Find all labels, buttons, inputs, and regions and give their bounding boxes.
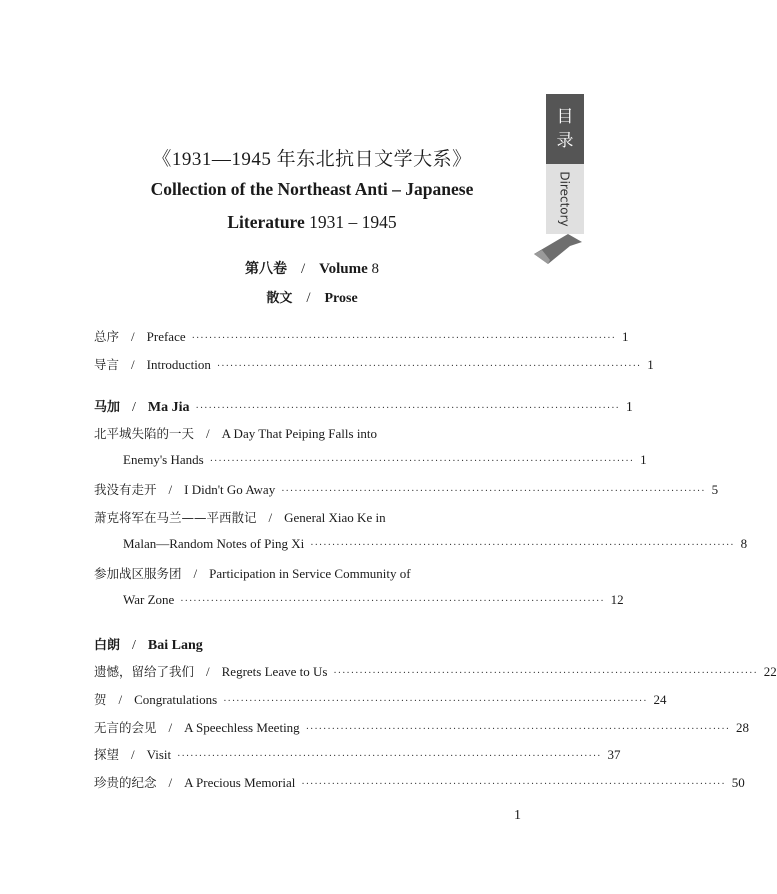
dot-leader: ·································································································· (281, 486, 706, 497)
dot-leader: ·································································································· (310, 540, 735, 551)
book-title-chinese: 《1931—1945 年东北抗日文学大系》 (152, 149, 472, 170)
genre-zh: 散文 (266, 291, 293, 306)
volume-heading: 第八卷 / Volume 8 (244, 261, 380, 277)
toc-entry[interactable]: 北平城失陷的一天 / A Day That Peiping Falls into (94, 426, 378, 441)
page-ref: 1 (640, 452, 647, 467)
page-ref: 50 (731, 775, 745, 790)
book-title-english-line2 (0, 212, 624, 233)
genre-heading: 散文 / Prose (266, 290, 358, 306)
toc-entry[interactable]: 无言的会见 / A Speechless Meeting ·································································································· 28 (94, 720, 750, 735)
toc-entry-continuation[interactable]: Malan—Random Notes of Ping Xi ·································································································· 8 (123, 536, 748, 551)
toc-entry-continuation[interactable]: Enemy's Hands ·································································································· 1 (123, 452, 647, 467)
page-ref: 22 (763, 664, 777, 679)
toc-entry[interactable]: 萧克将军在马兰——平西散记 / General Xiao Ke in (94, 510, 386, 525)
title-word: Literature (227, 212, 305, 232)
tab-char: 目 (556, 107, 574, 127)
page-ref: 8 (740, 536, 748, 551)
volume-en: Volume (319, 261, 368, 277)
dot-leader: ·································································································· (180, 596, 605, 607)
volume-number: 8 (371, 261, 380, 277)
tab-english-label: Directory (558, 171, 572, 227)
page-ref: 37 (607, 747, 621, 762)
toc-entry[interactable]: 珍贵的纪念 / A Precious Memorial ·································································································· 50 (94, 775, 745, 790)
toc-entry[interactable]: 导言 / Introduction ·································································································· 1 (94, 357, 654, 372)
genre-en: Prose (324, 291, 358, 306)
toc-author-heading[interactable]: 白朗 / Bai Lang (94, 638, 203, 653)
page-ref: 1 (625, 400, 633, 415)
volume-zh: 第八卷 (244, 261, 287, 277)
dot-leader: ·································································································· (195, 403, 620, 414)
toc-author-heading[interactable]: 马加 / Ma Jia ·································································································· 1 (94, 400, 633, 415)
dot-leader: ·································································································· (191, 333, 616, 344)
toc-entry-continuation[interactable]: War Zone ·································································································· 12 (123, 592, 624, 607)
tab-char: 录 (556, 131, 574, 151)
toc-entry[interactable]: 参加战区服务团 / Participation in Service Community of (94, 566, 411, 581)
page-number: 1 (514, 808, 521, 823)
toc-entry[interactable]: 探望 / Visit ·································································································· 37 (94, 747, 621, 762)
dot-leader: ·································································································· (333, 668, 758, 679)
page-ref: 5 (711, 482, 719, 497)
toc-entry[interactable]: 遗憾，留给了我们 / Regrets Leave to Us ·································································································· 22 (94, 664, 777, 679)
dot-leader: ·································································································· (177, 751, 602, 762)
toc-entry[interactable]: 我没有走开 / I Didn't Go Away ·································································································· 5 (94, 482, 719, 497)
dot-leader: ·································································································· (223, 696, 648, 707)
book-title-english-line1: Collection of the Northeast Anti – Japanese (150, 179, 474, 199)
dot-leader: ·································································································· (305, 724, 731, 735)
page-ref: 28 (736, 720, 750, 735)
page-ref: 1 (621, 329, 629, 344)
page-ref: 12 (610, 592, 624, 607)
toc-entry[interactable]: 总序 / Preface ·································································································· 1 (94, 329, 629, 344)
title-years: 1931 – 1945 (309, 212, 397, 232)
page-ref: 24 (653, 692, 667, 707)
toc-entry[interactable]: 贺 / Congratulations ·································································································· 24 (94, 692, 667, 707)
dot-leader: ·································································································· (209, 456, 635, 467)
dot-leader: ·································································································· (216, 361, 642, 372)
page-ref: 1 (647, 357, 654, 372)
dot-leader: ·································································································· (301, 779, 726, 790)
